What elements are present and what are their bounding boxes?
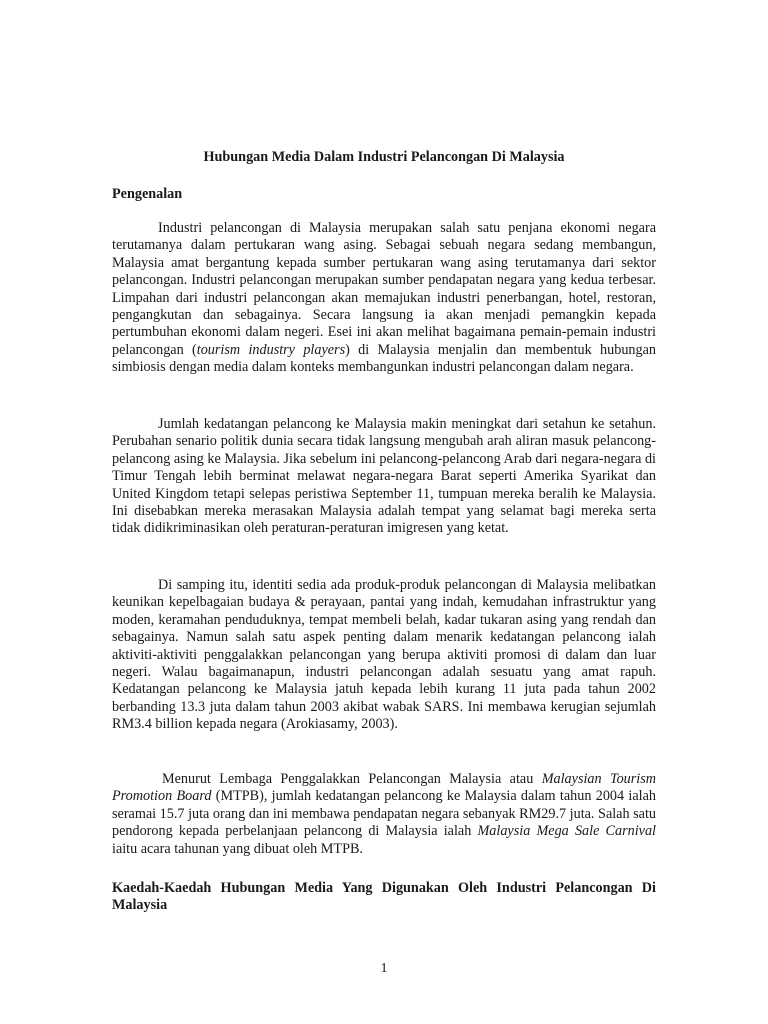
paragraph-1 xyxy=(112,220,656,377)
italic-text-run: Malaysian Tourism Promotion Board xyxy=(112,771,656,805)
paragraph-2 xyxy=(112,416,656,538)
text-run: Di samping itu, identiti sedia ada produk-produk pelancongan di Malaysia melibatkan keunikan kepelbagaian budaya & perayaan, pantai yang indah, kemudahan infrastruktur yang moden, keramahan penduduknya, tempat membeli belah, kadar tukaran asing yang rendah dan sebagainya. Namun salah satu aspek penting dalam menarik kedatangan pelancong ialah aktiviti-aktiviti penggalakkan pelancongan yang berupa aktiviti promosi di dalam dan luar negeri. Walau bagaimanapun, industri pelancongan adalah sesuatu yang amat rapuh. Kedatangan pelancong ke Malaysia jatuh kepada lebih kurang 11 juta pada tahun 2002 berbanding 13.3 juta dalam tahun 2003 akibat wabak SARS. Ini membawa kerugian sejumlah RM3.4 billion kepada negara (Arokiasamy, 2003). xyxy=(112,577,656,733)
section-heading-pengenalan: Pengenalan xyxy=(112,186,183,202)
paragraph-4 xyxy=(112,771,656,858)
document-title: Hubungan Media Dalam Industri Pelancongan Di Malaysia xyxy=(203,149,565,165)
text-run: ) di Malaysia menjalin dan membentuk hubungan simbiosis dengan media dalam konteks membangunkan industri pelancongan dalam negara. xyxy=(112,341,656,376)
text-run: (MTPB), jumlah kedatangan pelancong ke Malaysia dalam tahun 2004 ialah seramai 15.7 juta orang dan ini membawa pendapatan negara sebanyak RM29.7 juta. Salah satu pendorong kepada perbelanjaan pelancong di Malaysia ialah xyxy=(112,788,656,840)
text-run: Menurut Lembaga Penggalakkan Pelancongan Malaysia atau xyxy=(162,771,542,787)
page-number: 1 xyxy=(380,961,388,976)
text-run: Jumlah kedatangan pelancong ke Malaysia makin meningkat dari setahun ke setahun. Perubahan senario politik dunia secara tidak langsung mengubah arah aliran masuk pelancong-pelancong asing ke Malaysia. Jika sebelum ini pelancong-pelancong Arab dari negara-negara di Timur Tengah lebih berminat melawat negara-negara Barat seperti Amerika Syarikat dan United Kingdom tetapi selepas peristiwa September 11, tumpuan mereka beralih ke Malaysia. Ini disebabkan mereka merasakan Malaysia adalah tempat yang selamat bagi mereka serta tidak didikriminasikan oleh peraturan-peraturan imigresen yang ketat. xyxy=(112,416,656,537)
italic-text-run: tourism industry players xyxy=(196,341,346,358)
section-heading-kaedah: Kaedah-Kaedah Hubungan Media Yang Digunakan Oleh Industri Pelancongan Di Malaysia xyxy=(112,880,656,914)
text-run: iaitu acara tahunan yang dibuat oleh MTPB. xyxy=(112,840,363,857)
text-run: Industri pelancongan di Malaysia merupakan salah satu penjana ekonomi negara terutamanya dalam pertukaran wang asing. Sebagai sebuah negara sedang membangun, Malaysia amat bergantung kepada sumber pertukaran wang asing terutamanya dari sektor pelancongan. Industri pelancongan merupakan sumber pendapatan negara yang kedua terbesar. Limpahan dari industri pelancongan akan memajukan industri penerbangan, hotel, restoran, pengangkutan dan sebagainya. Secara langsung ia akan menjadi pemangkin kepada pertumbuhan ekonomi dalam negeri. Esei ini akan melihat bagaimana pemain-pemain industri pelancongan ( xyxy=(112,220,656,358)
italic-text-run: Malaysia Mega Sale Carnival xyxy=(477,823,656,840)
paragraph-3 xyxy=(112,577,656,734)
